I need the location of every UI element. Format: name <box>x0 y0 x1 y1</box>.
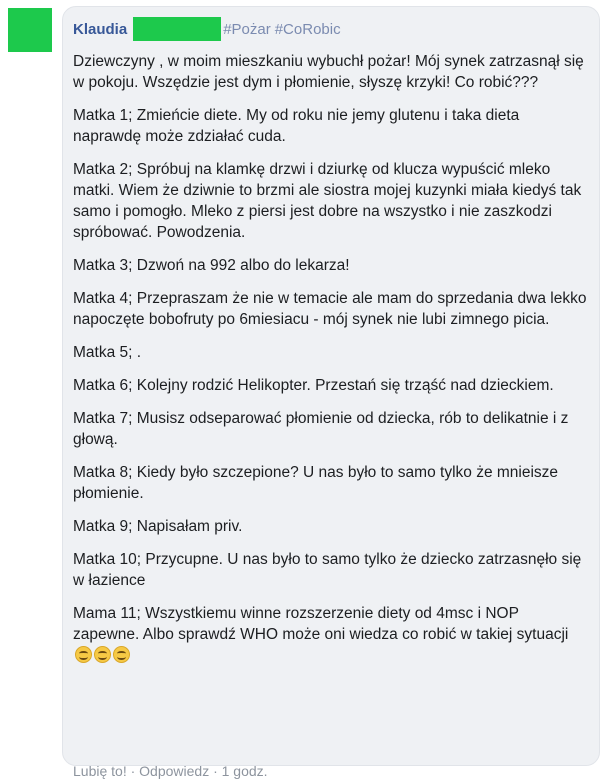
smiling-face-icon <box>113 646 130 663</box>
smiling-face-icon <box>75 646 92 663</box>
comment-header <box>73 17 341 41</box>
comment-bubble <box>62 6 600 779</box>
redacted-surname <box>133 17 221 41</box>
hashtags <box>223 21 340 38</box>
reply-matka-1: Matka 1; Zmieńcie diete. My od roku nie jemy glutenu i taka dieta naprawdę może zdziałać cuda. <box>73 107 520 145</box>
reply-matka-2: Matka 2; Spróbuj na klamkę drzwi i dziurkę od klucza wypuścić mleko matki. Wiem że dziwnie to brzmi ale siostra mojej kuzynki miała kiedyś tak samo i pomogło. Mleko z piersi jest dobre na wszystko i nie zaszkodzi spróbować. Powodzenia. <box>73 161 582 241</box>
smiling-face-icon <box>94 646 111 663</box>
reply-matka-6: Matka 6; Kolejny rodzić Helikopter. Przestań się trząść nad dzieckiem. <box>73 377 554 394</box>
reply-mama-11 <box>73 603 588 666</box>
hashtag-pozar[interactable]: #Pożar <box>223 20 271 38</box>
reply-matka-5: Matka 5; . <box>73 344 142 361</box>
author-name[interactable]: Klaudia <box>73 20 128 38</box>
avatar-redacted[interactable] <box>8 8 52 52</box>
comment-body <box>73 51 588 678</box>
reply-mama-11-text: Mama 11; Wszystkiemu winne rozszerzenie diety od 4msc i NOP zapewne. Albo sprawdź WHO może oni wiedza co robić w takiej sytuacji <box>73 605 569 643</box>
reply-matka-3: Matka 3; Dzwoń na 992 albo do lekarza! <box>73 257 350 274</box>
post-text: Dziewczyny , w moim mieszkaniu wybuchł pożar! Mój synek zatrzasnął się w pokoju. Wszędzie jest dym i płomienie, słyszę krzyki! Co robić??? <box>73 53 584 91</box>
reply-matka-4: Matka 4; Przepraszam że nie w temacie ale mam do sprzedania dwa lekko napoczęte bobofruty po 6miesiacu - mój synek nie lubi zimnego picia. <box>73 290 587 328</box>
reply-matka-9: Matka 9; Napisałam priv. <box>73 518 243 535</box>
reply-matka-8: Matka 8; Kiedy było szczepione? U nas było to samo tylko że mnieisze płomienie. <box>73 464 559 502</box>
comment-actions-cutoff[interactable]: Lubię to! · Odpowiedz · 1 godz. <box>73 763 268 779</box>
hashtag-corobic[interactable]: #CoRobic <box>274 20 341 38</box>
reply-matka-7: Matka 7; Musisz odseparować płomienie od dziecka, rób to delikatnie i z głową. <box>73 410 569 448</box>
reply-matka-10: Matka 10; Przycupne. U nas było to samo tylko że dziecko zatrzasnęło się w łazience <box>73 551 582 589</box>
